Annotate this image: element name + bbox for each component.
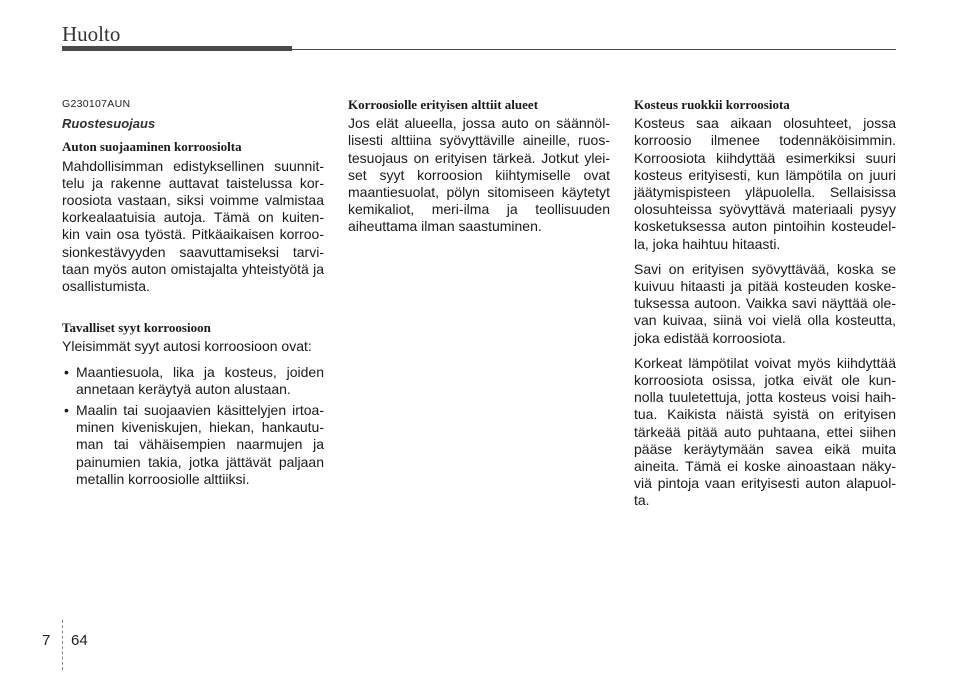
column-3 xyxy=(634,96,896,518)
header-rule-thick xyxy=(62,46,292,51)
column-2 xyxy=(348,96,610,244)
bullet-icon: • xyxy=(64,363,69,380)
paragraph-moisture-3: Korkeat lämpötilat voivat myös kiihdyttää korroosiota osissa, jotka eivät ole kun- nolla tuuletettuja, jotta kosteus voisi haih- tua. Kaikista näistä syistä on erityisen tärkeää pitää auto puhtaana, ettei siihen pääse keräytymään savea eikä muita aineita. Tämä ei koske ainoastaan näky- viä pintoja vaan erityisesti auton alapuol- ta. xyxy=(634,354,896,509)
list-item: • Maalin tai suojaavien käsittelyjen irtoa- minen kiveniskujen, hiekan, hankautu- man tai vähäisempien naarmujen ja painumien takia, jotka jättävät paljaan metallin korroosiolle alttiiksi. xyxy=(64,402,324,487)
column-1 xyxy=(62,96,324,492)
subheading-causes: Tavalliset syyt korroosioon xyxy=(62,320,211,336)
subheading-moisture: Kosteus ruokkii korroosiota xyxy=(634,97,790,112)
paragraph-exposed-areas: Jos elät alueella, jossa auto on säännöl- lisesti alttiina syövyttäville aineille, ruos- tesuojaus on erityisen tärkeä. Jotkut ylei- set syyt korroosion kiihtymiselle ovat maantiesuolat, pölyn sitomiseen käytetyt kemikaliot, meri-ilma ja teollisuuden aiheuttama ilman saastuminen. xyxy=(348,115,610,235)
header-rule-thin xyxy=(292,49,896,50)
subheading-protection: Auton suojaaminen korroosiolta xyxy=(62,139,242,155)
paragraph-protection: Mahdollisimman edistyksellinen suunnit- telu ja rakenne auttavat taistelussa kor- roosiota vastaan, siksi voimme valmistaa korkealaatuisia autoja. Tämä on kuiten- kin vain osa työstä. Pitkäaikaisen korroo- sionkestävyyden saavuttamiseksi tarvi- taan myös auton omistajalta yhteistyötä ja osallistumista. xyxy=(62,157,324,295)
chapter-number: 7 xyxy=(42,632,51,649)
footer-divider xyxy=(62,620,63,670)
page-header-title: Huolto xyxy=(62,22,121,46)
causes-list xyxy=(62,364,324,488)
subheading-exposed-areas: Korroosiolle erityisen alttiit alueet xyxy=(348,97,539,112)
paragraph-moisture-2: Savi on erityisen syövyttävää, koska se kuivuu hitaasti ja pitää kosteuden koske- tuksessa autoon. Vaikka savi näyttää ole- van kuivaa, siinä voi vielä olla kosteutta, joka edistää korroosiota. xyxy=(634,260,896,346)
list-item: • Maantiesuola, lika ja kosteus, joiden annetaan keräytyä auton alustaan. xyxy=(64,363,324,397)
page-number: 64 xyxy=(71,632,88,649)
section-code: G230107AUN xyxy=(62,98,131,110)
paragraph-causes-intro: Yleisimmät syyt autosi korroosioon ovat: xyxy=(62,338,312,355)
bullet-icon: • xyxy=(64,402,69,419)
paragraph-moisture-1: Kosteus saa aikaan olosuhteet, jossa korroosio ilmenee todennäköisimmin. Korroosiota kiihdyttää esimerkiksi suuri kosteus erityisesti, kun lämpötila on juuri jäätymispisteen yläpuolella. Sellaisissa olosuhteissa syövyttävä materiaali pysyy kosketuksessa auton pintoihin kosteudel- la, joka haihtuu hitaasti. xyxy=(634,115,896,252)
section-title: Ruostesuojaus xyxy=(62,116,156,132)
